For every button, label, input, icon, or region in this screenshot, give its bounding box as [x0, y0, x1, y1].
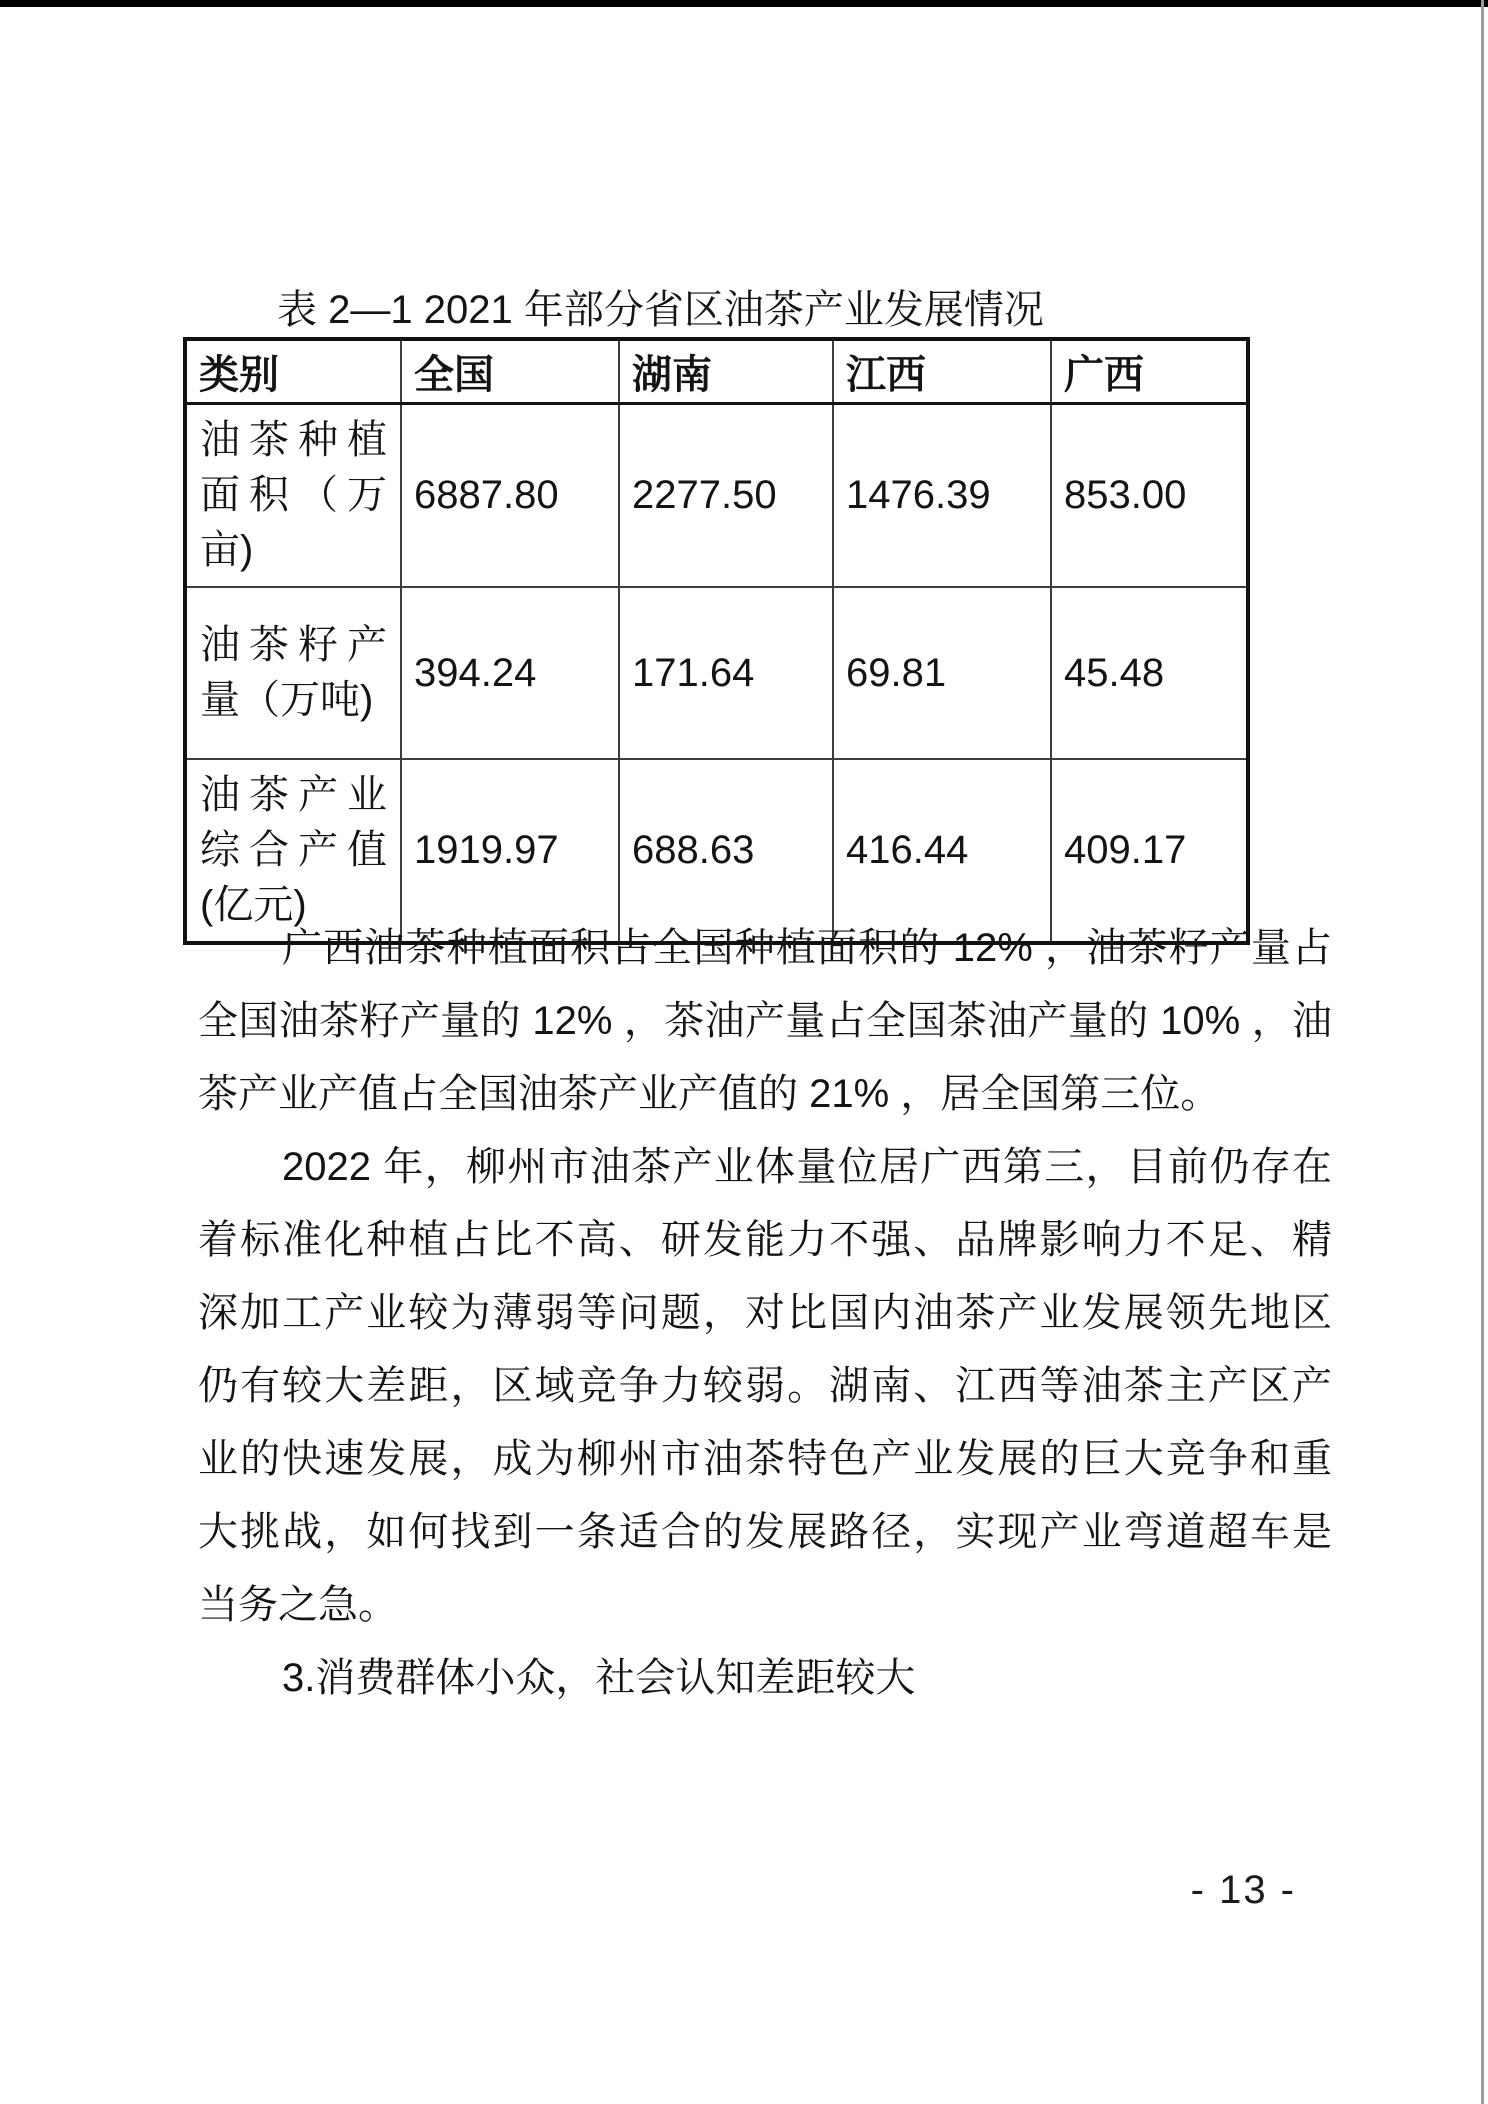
row-label: 油茶产业综合产值(亿元) [185, 759, 401, 943]
row-label: 油茶种植面积（万亩) [185, 404, 401, 588]
value-cell: 1919.97 [401, 759, 619, 943]
text-line: 仍有较大差距，区域竞争力较弱。湖南、江西等油茶主产区产 [198, 1364, 1332, 1408]
column-header: 湖南 [619, 339, 833, 404]
column-header: 全国 [401, 339, 619, 404]
text-line: 业的快速发展，成为柳州市油茶特色产业发展的巨大竞争和重 [198, 1437, 1332, 1481]
text-line: 着标准化种植占比不高、研发能力不强、品牌影响力不足、精 [198, 1218, 1332, 1262]
value-cell: 416.44 [833, 759, 1051, 943]
value-cell: 69.81 [833, 587, 1051, 759]
text-line: 大挑战，如何找到一条适合的发展路径，实现产业弯道超车是 [198, 1510, 1332, 1554]
paragraph [198, 1131, 1332, 1642]
text-line: 广西油茶种植面积占全国种植面积的 12% ，油茶籽产量占 [282, 926, 1332, 970]
column-header: 广西 [1051, 339, 1248, 404]
paragraph [198, 912, 1332, 1131]
text-line: 2022 年，柳州市油茶产业体量位居广西第三，目前仍存在 [282, 1145, 1332, 1189]
value-cell: 1476.39 [833, 404, 1051, 588]
text-line: 全国油茶籽产量的 12% ，茶油产量占全国茶油产量的 10% ，油 [198, 999, 1332, 1043]
value-cell: 409.17 [1051, 759, 1248, 943]
table-row [185, 587, 1248, 759]
body-text [198, 912, 1332, 1715]
paragraph [198, 1642, 1332, 1715]
table-row [185, 404, 1248, 588]
text-line: 深加工产业较为薄弱等问题，对比国内油茶产业发展领先地区 [198, 1291, 1332, 1335]
table-title: 表 2—1 2021 年部分省区油茶产业发展情况 [277, 288, 1044, 332]
text-line: 当务之急。 [198, 1583, 398, 1627]
scan-right-edge [1481, 0, 1484, 2104]
table-header-row [185, 339, 1248, 404]
value-cell: 394.24 [401, 587, 619, 759]
page-number: - 13 - [1190, 1868, 1296, 1912]
value-cell: 45.48 [1051, 587, 1248, 759]
value-cell: 688.63 [619, 759, 833, 943]
column-header: 类别 [185, 339, 401, 404]
text-line: 3.消费群体小众，社会认知差距较大 [282, 1656, 916, 1700]
scan-top-edge [0, 0, 1488, 7]
value-cell: 853.00 [1051, 404, 1248, 588]
text-line: 茶产业产值占全国油茶产业产值的 21% ，居全国第三位。 [198, 1072, 1221, 1116]
column-header: 江西 [833, 339, 1051, 404]
row-label: 油茶籽产量（万吨) [185, 587, 401, 759]
value-cell: 6887.80 [401, 404, 619, 588]
oil-tea-industry-table [183, 337, 1250, 945]
value-cell: 2277.50 [619, 404, 833, 588]
value-cell: 171.64 [619, 587, 833, 759]
